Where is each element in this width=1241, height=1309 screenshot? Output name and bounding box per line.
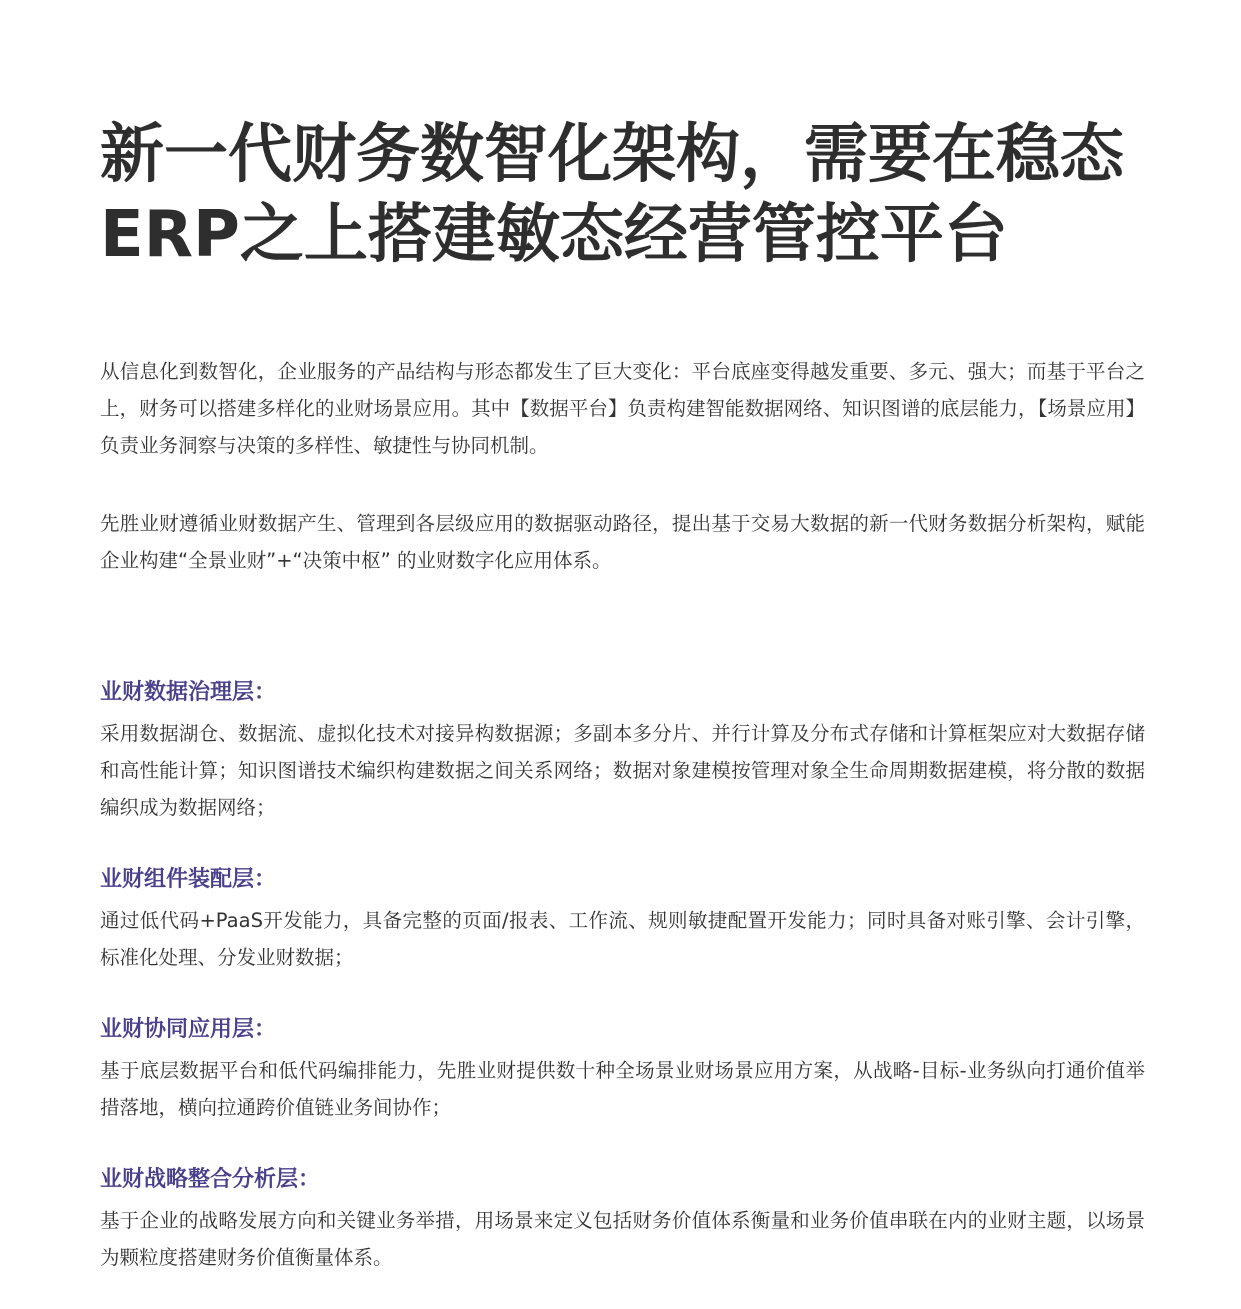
page-title xyxy=(100,115,1145,275)
section-body: 采用数据湖仓、数据流、虚拟化技术对接异构数据源；多副本多分片、并行计算及分布式存储和计算框架应对大数据存储和高性能计算；知识图谱技术编织构建数据之间关系网络；数据对象建模按管理对象全生命周期数据建模，将分散的数据编织成为数据网络； xyxy=(100,722,1145,819)
page-title-line-1: 新一代财务数智化架构，需要在稳态 xyxy=(100,118,1124,192)
section-body: 通过低代码+PaaS开发能力，具备完整的页面/报表、工作流、规则敏捷配置开发能力；同时具备对账引擎、会计引擎，标准化处理、分发业财数据； xyxy=(100,909,1145,969)
section-body: 基于底层数据平台和低代码编排能力，先胜业财提供数十种全场景业财场景应用方案，从战略-目标-业务纵向打通价值举措落地，横向拉通跨价值链业务间协作； xyxy=(100,1059,1145,1119)
section-body: 基于企业的战略发展方向和关键业务举措，用场景来定义包括财务价值体系衡量和业务价值串联在内的业财主题，以场景为颗粒度搭建财务价值衡量体系。 xyxy=(100,1209,1145,1269)
section-data-governance xyxy=(100,678,1145,826)
section-heading: 业财数据治理层： xyxy=(100,680,277,705)
section-heading: 业财组件装配层： xyxy=(100,867,277,892)
section-strategic-integration xyxy=(100,1165,1145,1276)
section-collaborative-application xyxy=(100,1015,1145,1126)
intro-paragraph-2: 先胜业财遵循业财数据产生、管理到各层级应用的数据驱动路径，提出基于交易大数据的新一代财务数据分析架构，赋能企业构建“全景业财”+“决策中枢” 的业财数字化应用体系。 xyxy=(100,512,1145,572)
section-heading: 业财协同应用层： xyxy=(100,1017,277,1042)
page-title-line-2: ERP之上搭建敏态经营管控平台 xyxy=(100,198,1008,272)
intro-paragraph-1: 从信息化到数智化，企业服务的产品结构与形态都发生了巨大变化：平台底座变得越发重要、多元、强大；而基于平台之上，财务可以搭建多样化的业财场景应用。其中【数据平台】负责构建智能数据网络、知识图谱的底层能力，【场景应用】负责业务洞察与决策的多样性、敏捷性与协同机制。 xyxy=(100,360,1145,457)
section-component-assembly xyxy=(100,865,1145,976)
section-heading: 业财战略整合分析层： xyxy=(100,1167,321,1192)
